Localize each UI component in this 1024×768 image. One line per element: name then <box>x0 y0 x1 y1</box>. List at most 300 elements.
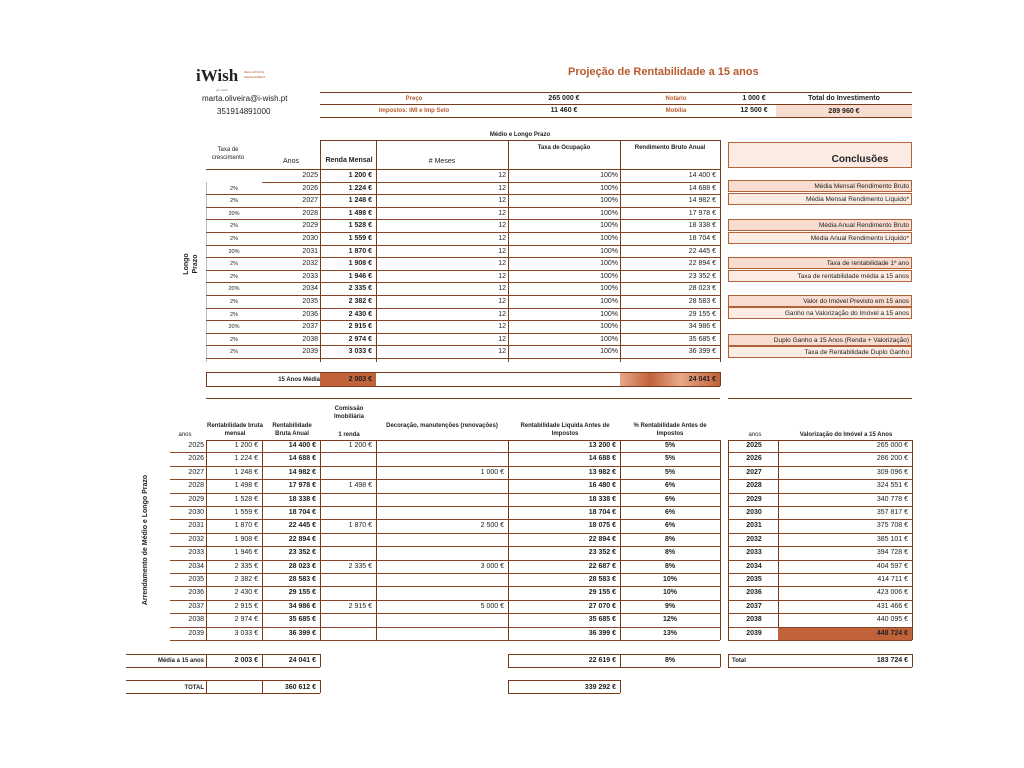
renda-cell: 1 908 € <box>348 260 372 268</box>
conclusao-item <box>728 193 912 205</box>
renda-cell: 1 946 € <box>348 272 372 280</box>
comissao-cell <box>320 494 372 507</box>
conclusao-item <box>728 257 912 269</box>
comissao-cell: 1 200 € <box>348 442 372 449</box>
ocupacao-cell: 100% <box>600 184 618 192</box>
ano-cell: 2032 <box>188 535 204 543</box>
renda-cell: 2 915 € <box>348 323 372 331</box>
logo-sub-1: REAL ESTATE <box>244 70 264 74</box>
valorizacao-cell: 340 778 € <box>876 495 908 503</box>
media-renda-value: 2 003 € <box>348 376 372 383</box>
renda-cell: 2 335 € <box>348 285 372 293</box>
decoracao-cell: 1 000 € <box>480 468 504 476</box>
conclusao-item <box>728 346 912 358</box>
ano-cell: 2028 <box>188 482 204 490</box>
ano-cell: 2037 <box>188 602 204 610</box>
anual-cell: 14 982 € <box>288 468 316 476</box>
valorizacao-cell: 423 006 € <box>876 589 908 597</box>
media-pct: 8% <box>664 657 676 664</box>
decoracao-cell <box>376 507 504 520</box>
ano-cell: 2026 <box>302 184 318 192</box>
comissao-cell <box>320 534 372 547</box>
decoracao-cell: 5 000 € <box>480 602 504 610</box>
ano-cell: 2026 <box>188 455 204 463</box>
taxa-cell <box>206 170 262 183</box>
ano-cell: 2033 <box>302 272 318 280</box>
pct-cell: 6% <box>664 482 676 490</box>
renda-cell: 3 033 € <box>348 348 372 356</box>
valorizacao-cell: 385 101 € <box>876 535 908 543</box>
total-valorizacao-value: 183 724 € <box>876 657 908 664</box>
taxa-cell: 2% <box>230 336 238 343</box>
ocupacao-cell: 100% <box>600 348 618 356</box>
comissao-cell <box>320 628 372 641</box>
ano-cell: 2027 <box>302 197 318 205</box>
logo-tag: por iwish <box>216 88 228 92</box>
taxa-cell: 2% <box>230 261 238 268</box>
total-label: TOTAL <box>184 685 204 691</box>
valorizacao-ano-cell: 2035 <box>746 576 762 583</box>
bottom-table-row <box>0 520 1024 533</box>
mensal-cell: 3 033 € <box>234 629 258 637</box>
anual-cell: 28 583 € <box>288 576 316 583</box>
bottom-header-liquida: Rentabilidade Líquida Antes de Impostos <box>520 423 610 437</box>
conclusao-label: Taxa de rentabilidade média a 15 anos <box>797 273 909 280</box>
liquida-cell: 13 982 € <box>588 468 616 476</box>
row-divider <box>206 358 720 359</box>
mensal-cell: 1 559 € <box>234 509 258 516</box>
renda-cell: 2 974 € <box>348 335 372 343</box>
bottom-header-rent-mensal: Rentabilidade bruta mensal <box>207 423 264 437</box>
ano-cell: 2031 <box>302 247 318 255</box>
rendimento-cell: 18 704 € <box>688 235 716 242</box>
bottom-table-row <box>0 574 1024 587</box>
valorizacao-ano-cell: 2034 <box>746 562 762 570</box>
liquida-cell: 29 155 € <box>588 589 616 597</box>
pct-cell: 5% <box>664 455 676 463</box>
ano-cell: 2038 <box>188 616 204 624</box>
valorizacao-ano-cell: 2031 <box>746 522 762 530</box>
decoracao-cell: 3 000 € <box>480 562 504 570</box>
bottom-table-row <box>0 628 1024 641</box>
valorizacao-ano-cell: 2028 <box>746 482 762 490</box>
pct-cell: 6% <box>664 495 676 503</box>
bottom-table-row <box>0 507 1024 520</box>
taxa-cell: 20% <box>228 286 240 293</box>
header-renda: Renda Mensal <box>325 157 373 164</box>
conclusao-item <box>728 232 912 244</box>
page-title: Projeção de Rentabilidade a 15 anos <box>568 66 759 78</box>
conclusao-item <box>728 334 912 346</box>
renda-cell: 1 498 € <box>348 209 372 217</box>
meses-cell: 12 <box>498 260 506 268</box>
valorizacao-cell: 414 711 € <box>877 576 908 583</box>
bottom-table-row <box>0 601 1024 614</box>
pct-cell: 8% <box>664 562 676 570</box>
mensal-cell: 1 224 € <box>234 455 258 463</box>
bottom-header-pct: % Rentabilidade Antes de Impostos <box>633 423 707 437</box>
liquida-cell: 22 894 € <box>588 535 616 543</box>
meses-cell: 12 <box>498 335 506 343</box>
comissao-cell: 1 498 € <box>348 482 372 490</box>
meses-cell: 12 <box>498 172 506 179</box>
valorizacao-cell: 431 466 € <box>876 602 908 610</box>
conclusao-item <box>728 295 912 307</box>
pct-cell: 10% <box>662 589 677 597</box>
total-anual: 360 612 € <box>284 684 316 691</box>
bottom-header-rent-anual: Rentabilidade Bruta Anual <box>272 423 312 437</box>
notario-label: Notário <box>665 96 687 102</box>
valorizacao-cell: 324 551 € <box>876 482 908 490</box>
preco-label: Preço <box>405 96 423 102</box>
valorizacao-cell: 309 096 € <box>876 468 908 476</box>
ano-cell: 2036 <box>302 310 318 318</box>
taxa-cell: 20% <box>228 324 240 331</box>
total-investimento-value: 289 960 € <box>828 108 860 115</box>
decoracao-cell <box>376 587 504 600</box>
meses-cell: 12 <box>498 272 506 280</box>
mensal-cell: 2 430 € <box>234 589 258 597</box>
anual-cell: 23 352 € <box>288 549 316 557</box>
taxa-cell: 2% <box>230 185 238 192</box>
comissao-cell: 2 915 € <box>348 602 372 610</box>
meses-cell: 12 <box>498 247 506 255</box>
ano-cell: 2030 <box>188 509 204 516</box>
bottom-table-row <box>0 494 1024 507</box>
taxa-cell: 2% <box>230 311 238 318</box>
pct-cell: 5% <box>664 442 676 449</box>
media-liquida: 22 619 € <box>588 657 616 664</box>
ano-cell: 2029 <box>302 222 318 230</box>
decoracao-cell <box>376 453 504 466</box>
anual-cell: 29 155 € <box>288 589 316 597</box>
ano-cell: 2038 <box>302 335 318 343</box>
ocupacao-cell: 100% <box>600 272 618 280</box>
decoracao-cell <box>376 494 504 507</box>
decoracao-cell <box>376 534 504 547</box>
ano-cell: 2039 <box>188 629 204 637</box>
valorizacao-ano-cell: 2027 <box>746 468 762 476</box>
liquida-cell: 18 338 € <box>588 495 616 503</box>
mensal-cell: 2 974 € <box>234 616 258 624</box>
taxa-cell: 2% <box>230 349 238 356</box>
valorizacao-ano-cell: 2039 <box>746 629 762 637</box>
anual-cell: 14 688 € <box>288 455 316 463</box>
valorizacao-ano-cell: 2030 <box>746 509 762 516</box>
rendimento-cell: 14 688 € <box>688 184 716 192</box>
comissao-cell: 2 335 € <box>348 562 372 570</box>
liquida-cell: 13 200 € <box>588 442 616 449</box>
renda-cell: 1 200 € <box>348 172 372 179</box>
conclusao-label: Média Anual Rendimento Líquido* <box>810 235 909 242</box>
preco-value: 265 000 € <box>548 95 580 102</box>
conclusao-label: Taxa de Rentabilidade Duplo Ganho <box>804 349 909 356</box>
anual-cell: 28 023 € <box>288 562 316 570</box>
renda-cell: 1 528 € <box>348 222 372 230</box>
media-mensal: 2 003 € <box>234 657 258 664</box>
bottom-header-decoracao: Decoração, manutenções (renovações) <box>386 423 498 429</box>
rendimento-cell: 36 399 € <box>688 348 716 356</box>
valorizacao-cell: 375 708 € <box>876 522 908 530</box>
comissao-cell <box>320 467 372 480</box>
valorizacao-ano-cell: 2032 <box>746 535 762 543</box>
meses-cell: 12 <box>498 298 506 305</box>
conclusao-item <box>728 180 912 192</box>
comissao-cell <box>320 614 372 627</box>
rendimento-cell: 18 338 € <box>688 222 716 230</box>
anual-cell: 17 978 € <box>288 482 316 490</box>
header-rendimento: Rendimento Bruto Anual <box>634 145 706 151</box>
longo-prazo-text: Longo Prazo <box>183 253 199 275</box>
ano-cell: 2035 <box>302 298 318 305</box>
media-15-anos-label: Média a 15 anos <box>157 658 204 664</box>
anual-cell: 36 399 € <box>288 629 316 637</box>
meses-cell: 12 <box>498 197 506 205</box>
conclusao-label: Ganho na Valorização do Imóvel a 15 anos <box>784 310 909 317</box>
anual-cell: 22 894 € <box>288 535 316 543</box>
ano-cell: 2030 <box>302 235 318 242</box>
decoracao-cell <box>376 614 504 627</box>
rendimento-cell: 34 986 € <box>688 323 716 331</box>
liquida-cell: 18 704 € <box>588 509 616 516</box>
meses-cell: 12 <box>498 184 506 192</box>
anual-cell: 22 445 € <box>288 522 316 530</box>
comissao-cell <box>320 574 372 587</box>
decoracao-cell: 2 500 € <box>480 522 504 530</box>
ocupacao-cell: 100% <box>600 209 618 217</box>
decoracao-cell <box>376 547 504 560</box>
ocupacao-cell: 100% <box>600 323 618 331</box>
valorizacao-cell: 440 095 € <box>876 616 908 624</box>
ocupacao-cell: 100% <box>600 235 618 242</box>
comissao-cell: 1 870 € <box>348 522 372 530</box>
comissao-cell <box>320 587 372 600</box>
pct-cell: 9% <box>664 602 676 610</box>
liquida-cell: 22 687 € <box>588 562 616 570</box>
taxa-cell: 2% <box>230 299 238 305</box>
impostos-label: Impostos: IMI e Imp Selo <box>378 108 450 114</box>
conclusao-item <box>728 270 912 282</box>
conclusao-label: Taxa de rentabilidade 1º ano <box>826 260 909 267</box>
taxa-cell: 20% <box>228 248 240 255</box>
mensal-cell: 1 248 € <box>234 468 258 476</box>
rendimento-cell: 29 155 € <box>688 310 716 318</box>
conclusao-label: Média Anual Rendimento Bruto <box>819 222 909 229</box>
bottom-header-comissao-sub: 1 renda <box>338 432 360 438</box>
ocupacao-cell: 100% <box>600 298 618 305</box>
ocupacao-cell: 100% <box>600 260 618 268</box>
pct-cell: 8% <box>664 549 676 557</box>
bottom-table-row <box>0 467 1024 480</box>
mensal-cell: 1 870 € <box>234 522 258 530</box>
liquida-cell: 36 399 € <box>588 629 616 637</box>
bottom-table-row <box>0 614 1024 627</box>
pct-cell: 8% <box>664 535 676 543</box>
liquida-cell: 23 352 € <box>588 549 616 557</box>
conclusao-label: Média Mensal Rendimento Líquido* <box>806 196 909 203</box>
header-ocupacao: Taxa de Ocupação <box>537 145 591 151</box>
rendimento-cell: 22 445 € <box>688 247 716 255</box>
pct-cell: 6% <box>664 522 676 530</box>
ano-cell: 2025 <box>188 442 204 449</box>
renda-cell: 2 382 € <box>348 298 372 305</box>
mensal-cell: 1 908 € <box>234 535 258 543</box>
meses-cell: 12 <box>498 285 506 293</box>
media-anual: 24 041 € <box>288 657 316 664</box>
logo-wordmark: iWish <box>196 66 239 85</box>
pct-cell: 12% <box>662 616 677 624</box>
taxa-cell: 2% <box>230 236 238 242</box>
ocupacao-cell: 100% <box>600 197 618 205</box>
renda-cell: 1 248 € <box>348 197 372 205</box>
conclusoes-title: Conclusões <box>831 154 889 165</box>
ano-cell: 2036 <box>188 589 204 597</box>
ocupacao-cell: 100% <box>600 285 618 293</box>
bottom-header-anos: anos <box>178 432 192 438</box>
valorizacao-cell: 404 597 € <box>876 562 908 570</box>
liquida-cell: 35 685 € <box>588 616 616 624</box>
liquida-cell: 14 688 € <box>588 455 616 463</box>
total-liquida: 339 292 € <box>584 684 616 691</box>
mensal-cell: 1 528 € <box>234 495 258 503</box>
rendimento-cell: 22 894 € <box>688 260 716 268</box>
header-anos: Anos <box>283 158 299 165</box>
ocupacao-cell: 100% <box>600 247 618 255</box>
comissao-cell <box>320 547 372 560</box>
mensal-cell: 2 382 € <box>234 576 258 583</box>
bottom-table-row <box>0 534 1024 547</box>
renda-cell: 1 870 € <box>348 247 372 255</box>
contact-email: marta.oliveira@i-wish.pt <box>202 94 288 103</box>
taxa-cell: 2% <box>230 198 238 205</box>
decoracao-cell <box>376 574 504 587</box>
bottom-table-row <box>0 587 1024 600</box>
row-divider <box>170 640 720 641</box>
contact-phone: 351914891000 <box>217 107 271 116</box>
comissao-cell <box>320 453 372 466</box>
header-taxa: Taxa de crescimento <box>211 147 245 161</box>
ano-cell: 2025 <box>302 172 318 179</box>
ano-cell: 2031 <box>188 522 204 530</box>
liquida-cell: 18 075 € <box>588 522 616 530</box>
ano-cell: 2034 <box>188 562 204 570</box>
valorizacao-ano-cell: 2037 <box>746 602 762 610</box>
ano-cell: 2034 <box>302 285 318 293</box>
renda-cell: 2 430 € <box>348 310 372 318</box>
mensal-cell: 2 915 € <box>234 602 258 610</box>
mensal-cell: 1 946 € <box>234 549 258 557</box>
pct-cell: 10% <box>662 576 677 583</box>
row-divider <box>728 640 912 641</box>
meses-cell: 12 <box>498 310 506 318</box>
bottom-table-row <box>0 561 1024 574</box>
ano-cell: 2028 <box>302 209 318 217</box>
valorizacao-ano-cell: 2033 <box>746 549 762 557</box>
valorizacao-ano-cell: 2036 <box>746 589 762 597</box>
valorizacao-cell: 357 817 € <box>876 509 908 516</box>
conclusao-label: Valor do Imóvel Previsto em 15 anos <box>803 298 909 305</box>
rendimento-cell: 14 400 € <box>688 172 716 179</box>
anual-cell: 35 685 € <box>288 616 316 624</box>
meses-cell: 12 <box>498 222 506 230</box>
conclusao-label: Duplo Ganho a 15 Anos (Renda + Valorização) <box>773 337 909 344</box>
anual-cell: 18 704 € <box>288 509 316 516</box>
anual-cell: 34 986 € <box>288 602 316 610</box>
ano-cell: 2033 <box>188 549 204 557</box>
ano-cell: 2032 <box>302 260 318 268</box>
anual-cell: 18 338 € <box>288 495 316 503</box>
conclusao-item <box>728 219 912 231</box>
arrendamento-text: Arrendamento de Médio e Longo Prazo <box>142 474 149 606</box>
rendimento-cell: 17 978 € <box>688 209 716 217</box>
anual-cell: 14 400 € <box>288 442 316 449</box>
ocupacao-cell: 100% <box>600 222 618 230</box>
impostos-value: 11 460 € <box>550 107 578 114</box>
ocupacao-cell: 100% <box>600 172 618 179</box>
notario-value: 1 000 € <box>742 95 766 102</box>
valorizacao-cell: 448 724 € <box>778 628 912 641</box>
bottom-table-row <box>0 440 1024 453</box>
decoracao-cell <box>376 628 504 641</box>
mobilia-value: 12 500 € <box>740 107 768 114</box>
bottom-table <box>0 440 1024 640</box>
valorizacao-ano-cell: 2026 <box>746 455 762 463</box>
total-investimento-label: Total do Investimento <box>808 95 880 102</box>
decoracao-cell <box>376 480 504 493</box>
logo <box>196 66 286 94</box>
ocupacao-cell: 100% <box>600 335 618 343</box>
header-meses: # Meses <box>428 158 456 165</box>
pct-cell: 13% <box>662 629 677 637</box>
bottom-header-anos-2: anos <box>748 432 762 438</box>
rendimento-cell: 23 352 € <box>688 272 716 280</box>
pct-cell: 6% <box>664 509 676 516</box>
valorizacao-cell: 265 000 € <box>876 442 908 449</box>
ano-cell: 2039 <box>302 348 318 356</box>
ano-cell: 2037 <box>302 323 318 331</box>
renda-cell: 1 559 € <box>348 235 372 242</box>
taxa-cell: 2% <box>230 223 238 230</box>
conclusao-label: Média Mensal Rendimento Bruto <box>814 183 909 190</box>
meses-cell: 12 <box>498 348 506 356</box>
section-heading: Médio e Longo Prazo <box>489 132 551 138</box>
rendimento-cell: 28 583 € <box>688 298 716 305</box>
ano-cell: 2029 <box>188 495 204 503</box>
liquida-cell: 27 070 € <box>588 602 616 610</box>
mensal-cell: 2 335 € <box>234 562 258 570</box>
meses-cell: 12 <box>498 323 506 331</box>
mobilia-label: Mobília <box>665 108 687 114</box>
valorizacao-ano-cell: 2038 <box>746 616 762 624</box>
valorizacao-cell: 286 200 € <box>876 455 908 463</box>
bottom-header-comissao: Comissão Imobiliária <box>333 406 364 420</box>
taxa-cell: 2% <box>230 273 238 280</box>
comissao-cell <box>320 507 372 520</box>
bottom-table-row <box>0 547 1024 560</box>
top-table-row <box>0 321 1024 334</box>
meses-cell: 12 <box>498 209 506 217</box>
taxa-cell: 20% <box>228 210 240 217</box>
bottom-table-row <box>0 480 1024 493</box>
pct-cell: 5% <box>664 468 676 476</box>
total-valorizacao-label: Total <box>732 658 746 664</box>
decoracao-cell <box>376 440 504 453</box>
mensal-cell: 1 498 € <box>234 482 258 490</box>
rendimento-cell: 14 982 € <box>688 197 716 205</box>
mensal-cell: 1 200 € <box>234 442 258 449</box>
ano-cell: 2027 <box>188 468 204 476</box>
ocupacao-cell: 100% <box>600 310 618 318</box>
